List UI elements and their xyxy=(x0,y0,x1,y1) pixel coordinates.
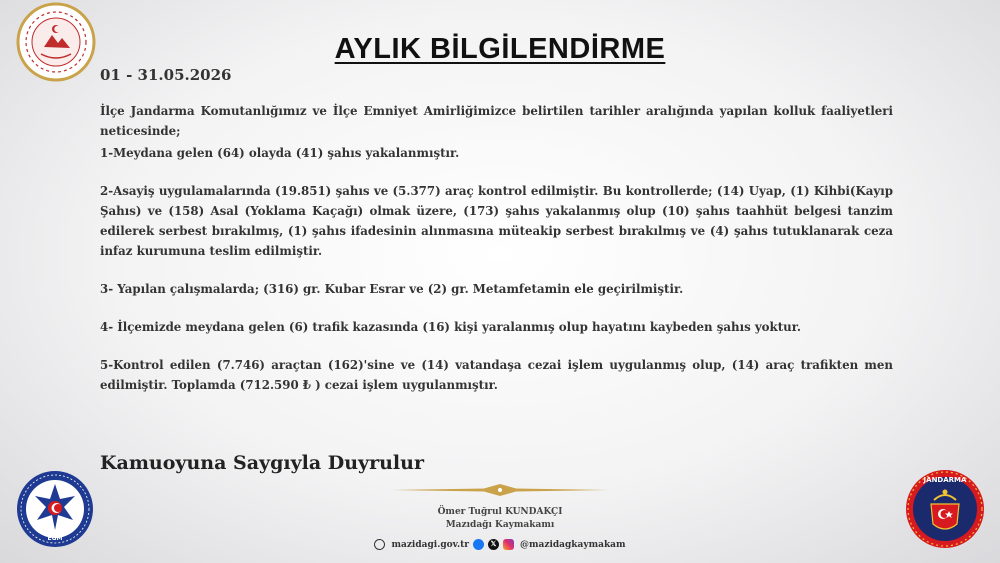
report-item-3: 3- Yapılan çalışmalarda; (316) gr. Kubar Esrar ve (2) gr. Metamfetamin ele geçirilmiştir. xyxy=(100,282,684,296)
closing-statement: Kamuoyuna Saygıyla Duyrulur xyxy=(100,452,424,474)
jandarma-label: JANDARMA xyxy=(923,476,967,484)
signature-block xyxy=(0,506,1000,532)
report-item-2: 2-Asayiş uygulamalarında (19.851) şahıs ve (5.377) araç kontrol edilmiştir. Bu kontrollerde; (14) Uyap, (1) Kihbi(Kayıp Şahıs) ve (158) Asal (Yoklama Kaçağı) olmak üzere, (173) şahıs yakalanmış olup (10) şahıs taahhüt belgesi tanzim edilerek serbest bırakılmış, (1) şahıs ifadesinin alınmasına müteakip serbest bırakılmış ve (4) şahıs tutuklanarak ceza infaz kurumuna teslim edilmiştir. xyxy=(100,184,893,258)
facebook-icon[interactable] xyxy=(473,539,484,550)
jandarma-emblem-logo xyxy=(904,468,986,550)
signer-title: Mazıdağı Kaymakamı xyxy=(445,520,555,530)
ornamental-divider xyxy=(392,483,608,497)
police-label: EGM xyxy=(47,535,63,542)
footer-contact xyxy=(0,539,1000,550)
police-emblem-logo xyxy=(15,469,95,549)
website-link[interactable]: mazidagi.gov.tr xyxy=(391,539,469,550)
signer-name: Ömer Tuğrul KUNDAKÇI xyxy=(437,507,563,517)
report-item-5: 5-Kontrol edilen (7.746) araçtan (162)'sine ve (14) vatandaşa cezai işlem uygulanmış olup, (14) araç trafikten men edilmiştir. Toplamda (712.590 ₺ ) cezai işlem uygulanmıştır. xyxy=(100,358,893,392)
report-body xyxy=(100,101,893,395)
social-handle[interactable]: @mazidagkaymakam xyxy=(519,539,626,550)
date-range: 01 - 31.05.2026 xyxy=(100,66,232,84)
report-item-4: 4- İlçemizde meydana gelen (6) trafik kazasında (16) kişi yaralanmış olup hayatını kaybeden şahıs yoktur. xyxy=(100,320,801,334)
x-icon[interactable]: 𝕏 xyxy=(488,539,499,550)
instagram-icon[interactable] xyxy=(503,539,514,550)
globe-icon xyxy=(374,539,385,550)
intro-paragraph: İlçe Jandarma Komutanlığımız ve İlçe Emniyet Amirliğimizce belirtilen tarihler aralığında yapılan kolluk faaliyetleri neticesinde; xyxy=(100,104,893,138)
page-title: AYLIK BİLGİLENDİRME xyxy=(334,33,666,66)
report-item-1: 1-Meydana gelen (64) olayda (41) şahıs yakalanmıştır. xyxy=(100,146,460,160)
